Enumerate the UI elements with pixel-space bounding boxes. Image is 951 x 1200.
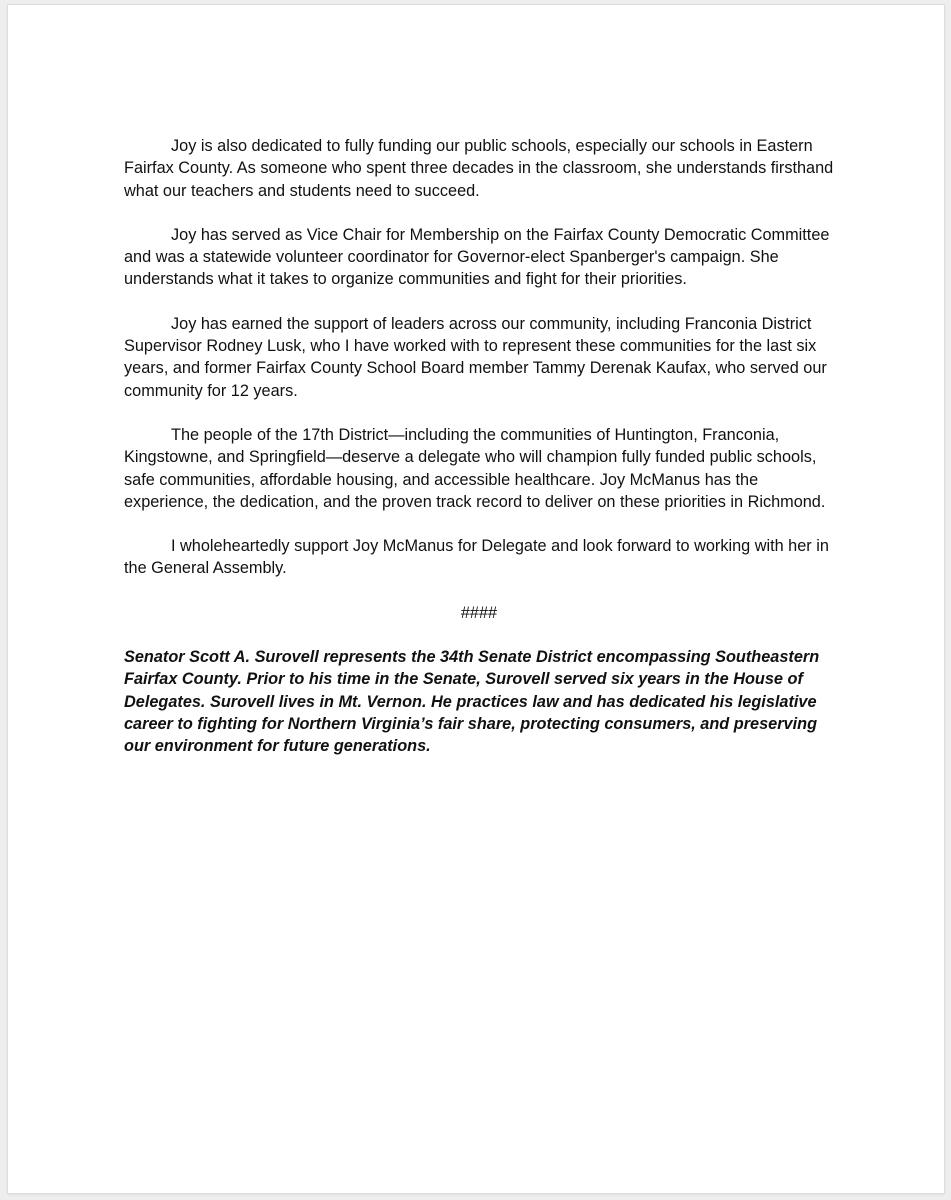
- document-page: [8, 5, 944, 1193]
- senator-bio: Senator Scott A. Surovell represents the 34th Senate District encompassing Southeastern Fairfax County. Prior to his time in the Senate, Surovell served six years in the House of Delegates. Surovell lives in Mt. Vernon. He practices law and has dedicated his legislative career to fighting for Northern Virginia’s fair share, protecting consumers, and preserving our environment for future generations.: [124, 648, 820, 756]
- document-body: [124, 135, 834, 758]
- end-marker: ####: [460, 603, 498, 622]
- paragraph-district-priorities: The people of the 17th District—including the communities of Huntington, Franconia, Kingstowne, and Springfield—deserve a delegate who will champion fully funded public schools, safe communities, affordable housing, and accessible healthcare. Joy McManus has the experience, the dedication, and the proven track record to deliver on these priorities in Richmond.: [124, 425, 826, 511]
- paragraph-endorsements: Joy has earned the support of leaders across our community, including Franconia District Supervisor Rodney Lusk, who I have worked with to represent these communities for the last six years, and former Fairfax County School Board member Tammy Derenak Kaufax, who served our community for 12 years.: [124, 314, 827, 400]
- paragraph-committee-service: Joy has served as Vice Chair for Membership on the Fairfax County Democratic Committee and was a statewide volunteer coordinator for Governor-elect Spanberger's campaign. She understands what it takes to organize communities and fight for their priorities.: [124, 225, 830, 289]
- paragraph-support-statement: I wholeheartedly support Joy McManus for Delegate and look forward to working with her in the General Assembly.: [124, 537, 829, 578]
- paragraph-school-funding: Joy is also dedicated to fully funding our public schools, especially our schools in Eastern Fairfax County. As someone who spent three decades in the classroom, she understands firsthand what our teachers and students need to succeed.: [124, 137, 834, 200]
